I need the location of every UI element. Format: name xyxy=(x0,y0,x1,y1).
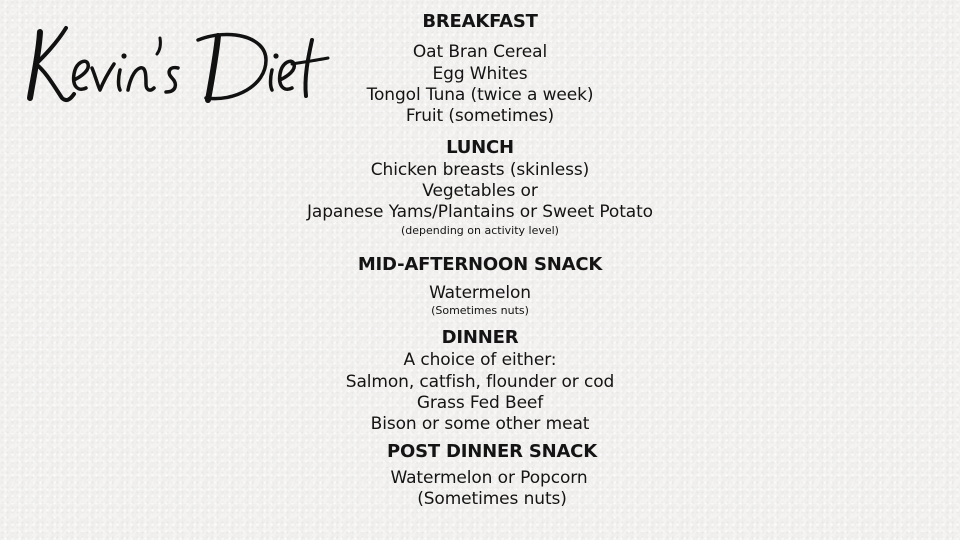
dinner-item-bison: Bison or some other meat xyxy=(370,414,590,434)
dinner-item-choice: A choice of either: xyxy=(403,350,557,370)
dinner-item-fish: Salmon, catfish, flounder or cod xyxy=(345,372,615,392)
breakfast-item-egg-whites: Egg Whites xyxy=(432,64,528,84)
lunch-note: (depending on activity level) xyxy=(401,224,559,237)
breakfast-item-oat-bran: Oat Bran Cereal xyxy=(412,42,548,62)
post-dinner-item-watermelon-popcorn: Watermelon or Popcorn xyxy=(390,468,588,488)
post-dinner-snack-heading: POST DINNER SNACK xyxy=(387,441,597,462)
mid-afternoon-item-watermelon: Watermelon xyxy=(429,283,531,303)
lunch-heading: LUNCH xyxy=(446,137,514,158)
dinner-heading: DINNER xyxy=(441,327,519,348)
mid-afternoon-note: (Sometimes nuts) xyxy=(431,304,529,317)
breakfast-heading: BREAKFAST xyxy=(422,11,538,32)
lunch-item-vegetables: Vegetables or xyxy=(422,181,538,201)
dinner-item-beef: Grass Fed Beef xyxy=(416,393,544,413)
breakfast-item-tongol-tuna: Tongol Tuna (twice a week) xyxy=(366,85,594,105)
lunch-item-yams: Japanese Yams/Plantains or Sweet Potato xyxy=(307,202,653,222)
mid-afternoon-snack-heading: MID-AFTERNOON SNACK xyxy=(357,254,603,275)
lunch-item-chicken: Chicken breasts (skinless) xyxy=(370,160,590,180)
breakfast-item-fruit: Fruit (sometimes) xyxy=(405,106,555,126)
post-dinner-item-nuts: (Sometimes nuts) xyxy=(417,489,567,509)
